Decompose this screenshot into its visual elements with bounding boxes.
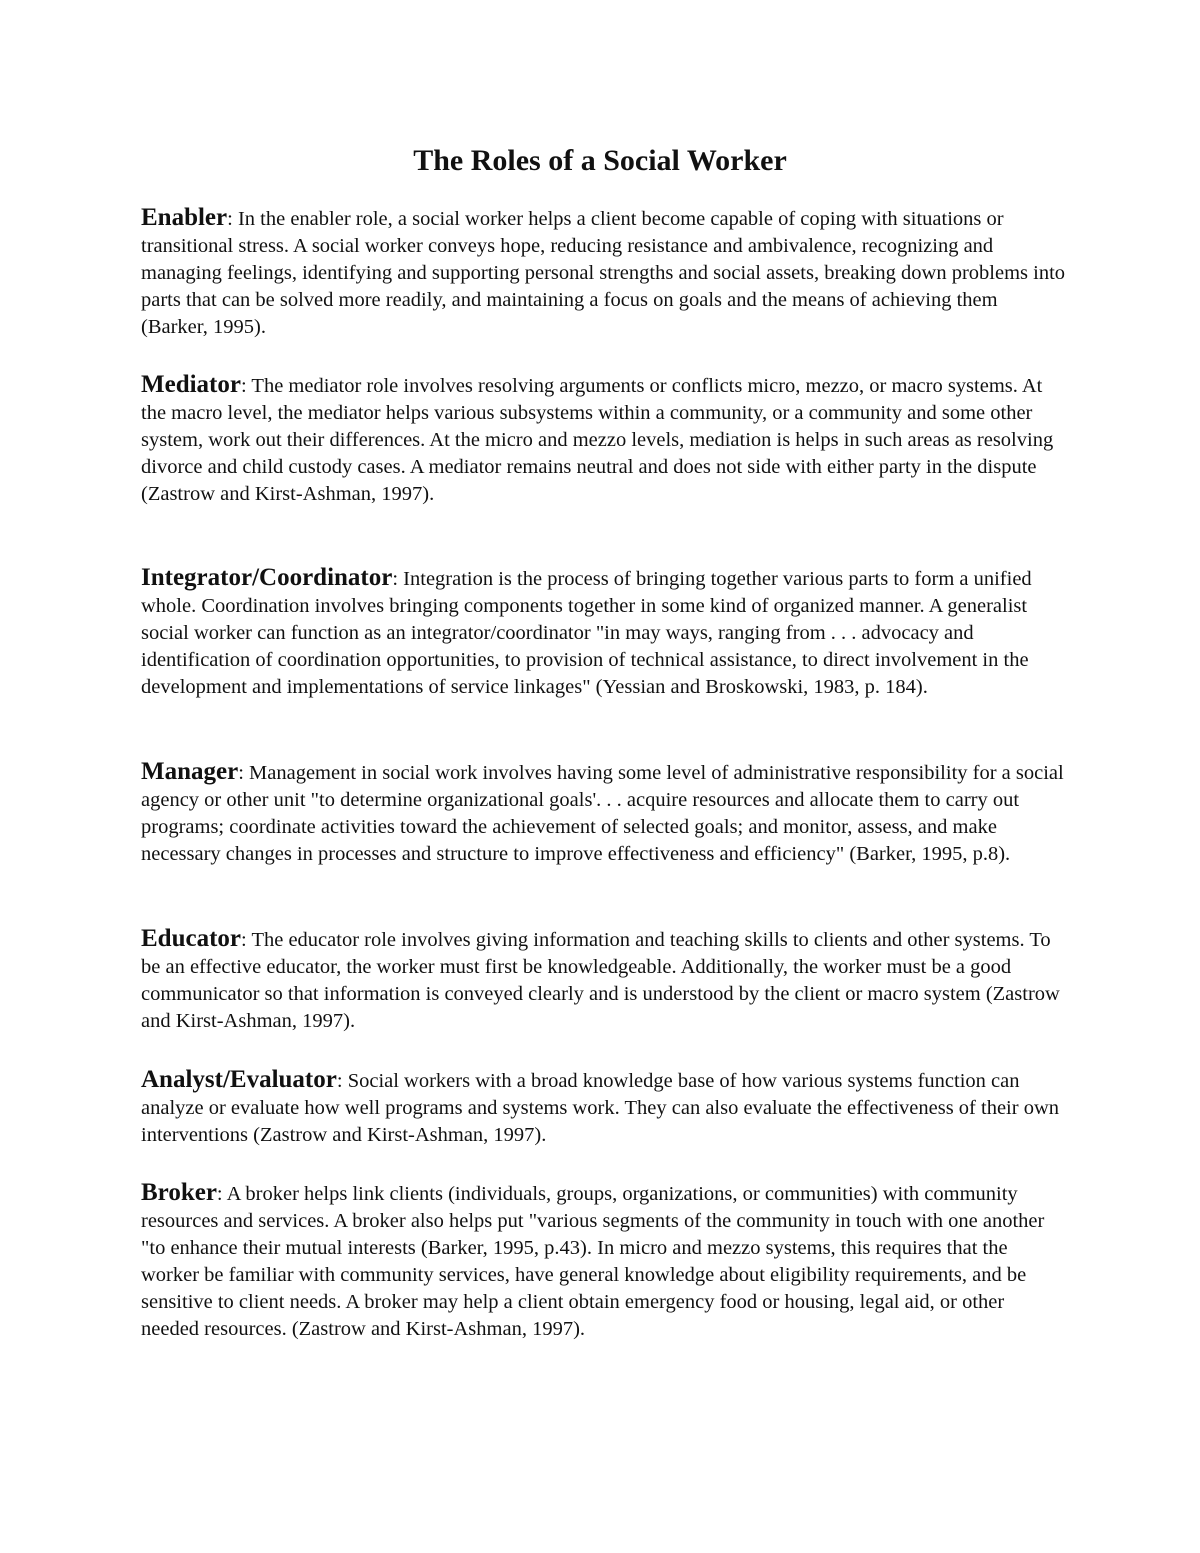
role-description: In the enabler role, a social worker helps a client become capable of coping with situations or transitional stress. A social worker conveys hope, reducing resistance and ambivalence, recognizing and managing feelings, identifying and supporting personal strengths and social assets, breaking down problems into parts that can be solved more readily, and maintaining a focus on goals and the means of achieving them (Barker, 1995). bbox=[141, 208, 1066, 338]
page-title: The Roles of a Social Worker bbox=[413, 144, 787, 177]
role-description: Management in social work involves having some level of administrative responsibility for a social agency or other unit "to determine organizational goals'. . . acquire resources and allocate them to carry out programs; coordinate activities toward the achievement of selected goals; and monitor, assess, and make necessary changes in processes and structure to improve effectiveness and efficiency" (Barker, 1995, p.8). bbox=[141, 762, 1064, 865]
role-term: Analyst/Evaluator bbox=[141, 1066, 337, 1093]
role-term: Enabler bbox=[141, 204, 228, 231]
role-separator: : bbox=[240, 375, 252, 397]
role-separator: : bbox=[227, 208, 238, 230]
role-separator: : bbox=[238, 762, 250, 784]
role-paragraph-mediator bbox=[141, 371, 1066, 508]
role-description: A broker helps link clients (individuals, groups, organizations, or communities) with community resources and services. A broker also helps put "various segments of the community in touch with one another "to enhance their mutual interests (Barker, 1995, p.43). In micro and mezzo systems, this requires that the worker be familiar with community services, have general knowledge about eligibility requirements, and be sensitive to client needs. A broker may help a client obtain emergency food or housing, legal aid, or other needed resources. (Zastrow and Kirst-Ashman, 1997). bbox=[141, 1183, 1045, 1340]
role-separator: : bbox=[241, 929, 252, 951]
role-description: The mediator role involves resolving arguments or conflicts micro, mezzo, or macro systems. At the macro level, the mediator helps various subsystems within a community, or a community and some other system, work out their differences. At the micro and mezzo levels, mediation is helps in such areas as resolving divorce and child custody cases. A mediator remains neutral and does not side with either party in the dispute (Zastrow and Kirst-Ashman, 1997). bbox=[141, 375, 1054, 505]
role-paragraph-broker bbox=[141, 1179, 1066, 1343]
role-term: Broker bbox=[141, 1179, 217, 1206]
role-description: The educator role involves giving information and teaching skills to clients and other systems. To be an effective educator, the worker must first be knowledgeable. Additionally, the worker must be a good communicator so that information is conveyed clearly and is understood by the client or macro system (Zastrow and Kirst-Ashman, 1997). bbox=[141, 929, 1060, 1032]
role-term: Integrator/Coordinator bbox=[141, 564, 393, 591]
role-term: Manager bbox=[141, 758, 239, 785]
role-separator: : bbox=[216, 1183, 227, 1205]
role-description: Social workers with a broad knowledge base of how various systems function can analyze or evaluate how well programs and systems work. They can also evaluate the effectiveness of their own interventions (Zastrow and Kirst-Ashman, 1997). bbox=[141, 1070, 1060, 1146]
role-separator: : bbox=[392, 568, 404, 590]
role-paragraph-integrator-coordinator bbox=[141, 564, 1066, 701]
role-term: Educator bbox=[141, 925, 241, 952]
role-paragraph-analyst-evaluator bbox=[141, 1066, 1066, 1149]
role-separator: : bbox=[336, 1070, 348, 1092]
role-description: Integration is the process of bringing together various parts to form a unified whole. Coordination involves bringing components together in some kind of organized manner. A generalist social worker can function as an integrator/coordinator "in may ways, ranging from . . . advocacy and identification of coordination opportunities, to provision of technical assistance, to direct involvement in the development and implementations of service linkages" (Yessian and Broskowski, 1983, p. 184). bbox=[141, 568, 1032, 698]
role-term: Mediator bbox=[141, 371, 241, 398]
role-paragraph-enabler bbox=[141, 204, 1066, 341]
role-paragraph-educator bbox=[141, 925, 1066, 1035]
role-paragraph-manager bbox=[141, 758, 1066, 868]
